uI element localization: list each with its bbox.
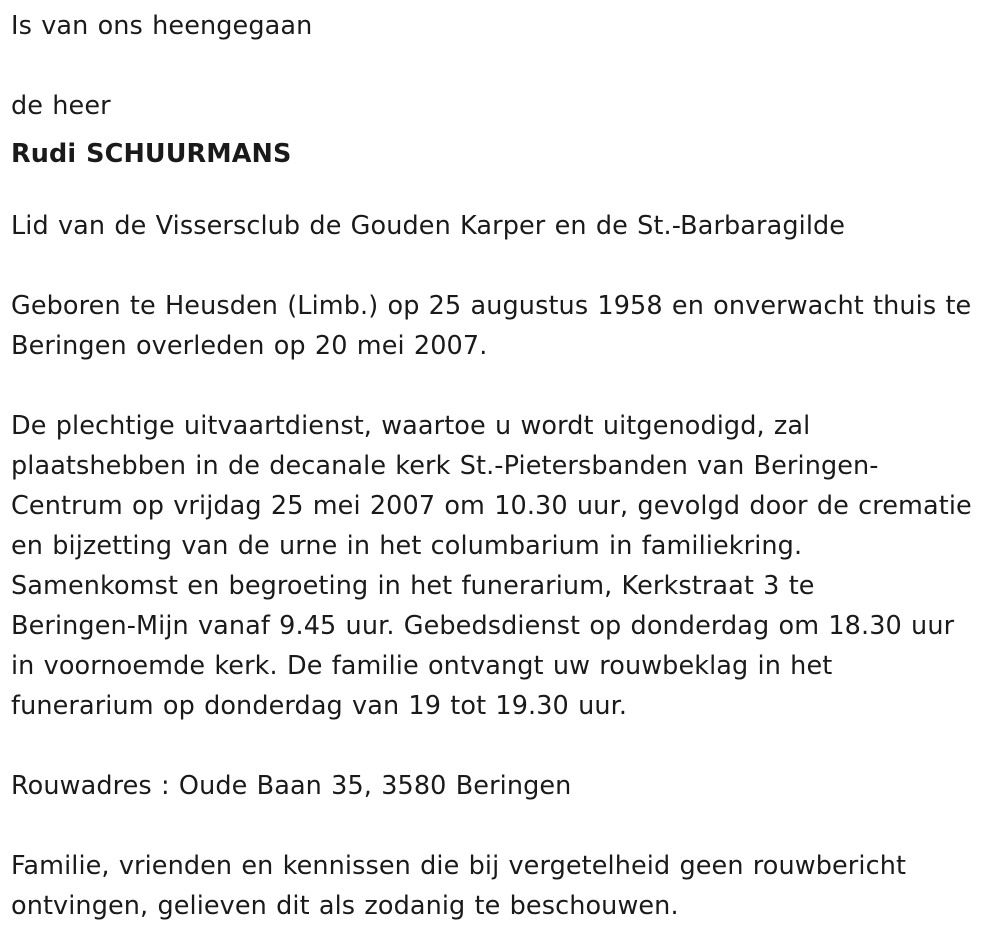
salutation: de heer xyxy=(11,91,111,121)
spacer xyxy=(11,806,996,846)
text-line: in voornoemde kerk. De familie ontvangt uw rouwbeklag in het xyxy=(11,651,833,681)
text-line: Beringen overleden op 20 mei 2007. xyxy=(11,331,488,361)
spacer xyxy=(11,46,996,86)
ceremony-paragraph xyxy=(11,406,996,726)
membership-line: Lid van de Vissersclub de Gouden Karper en de St.-Barbaragilde xyxy=(11,211,846,241)
text-line: Beringen-Mijn vanaf 9.45 uur. Gebedsdienst op donderdag om 18.30 uur xyxy=(11,611,955,641)
spacer xyxy=(11,726,996,766)
deceased-name: Rudi SCHUURMANS xyxy=(11,139,292,169)
spacer xyxy=(11,246,996,286)
text-line: funerarium op donderdag van 19 tot 19.30 uur. xyxy=(11,691,628,721)
text-line: Samenkomst en begroeting in het funerarium, Kerkstraat 3 te xyxy=(11,571,815,601)
spacer xyxy=(11,366,996,406)
closing-paragraph xyxy=(11,846,996,926)
intro-line: Is van ons heengegaan xyxy=(11,11,313,41)
text-line: ontvingen, gelieven dit als zodanig te beschouwen. xyxy=(11,891,679,921)
text-line: De plechtige uitvaartdienst, waartoe u wordt uitgenodigd, zal xyxy=(11,411,811,441)
text-line: Centrum op vrijdag 25 mei 2007 om 10.30 uur, gevolgd door de crematie xyxy=(11,491,972,521)
birth-death-paragraph xyxy=(11,286,996,366)
mourning-address: Rouwadres : Oude Baan 35, 3580 Beringen xyxy=(11,771,572,801)
text-line: Geboren te Heusden (Limb.) op 25 augustus 1958 en onverwacht thuis te xyxy=(11,291,972,321)
spacer xyxy=(11,174,996,206)
text-line: plaatshebben in de decanale kerk St.-Pietersbanden van Beringen- xyxy=(11,451,879,481)
text-line: Familie, vrienden en kennissen die bij vergetelheid geen rouwbericht xyxy=(11,851,907,881)
text-line: en bijzetting van de urne in het columbarium in familiekring. xyxy=(11,531,803,561)
obituary-notice xyxy=(11,6,996,926)
